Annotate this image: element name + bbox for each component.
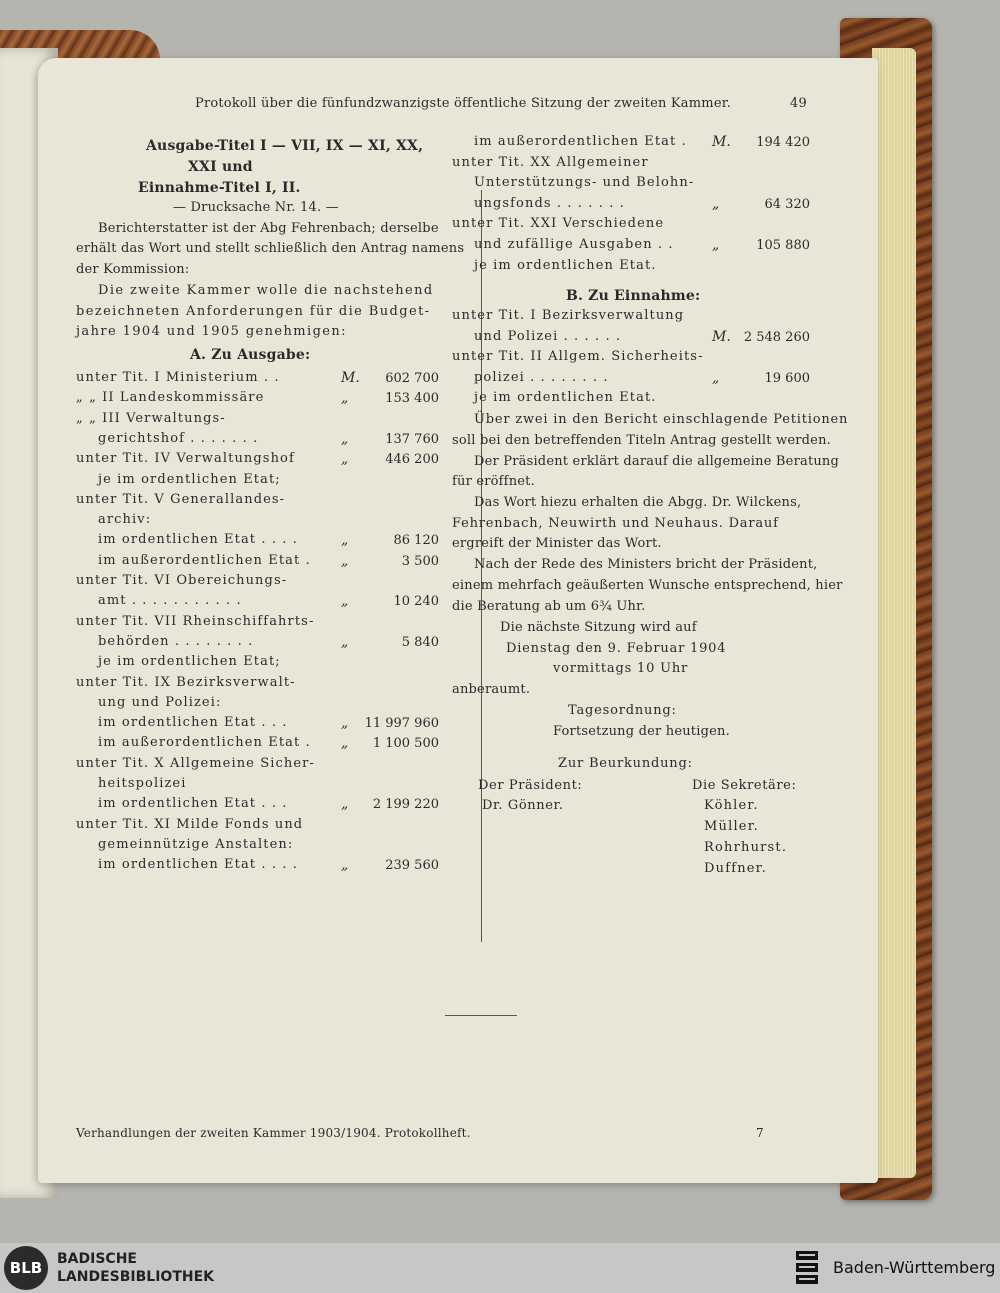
budget-amount: 105 880 (756, 238, 810, 253)
para-line: einem mehrfach geäußerten Wunsche entsprechend, hier (452, 578, 843, 593)
currency-mark: M. (712, 328, 731, 345)
budget-line-text: unter Tit. X Allgemeine Sicher- (76, 755, 315, 771)
budget-amount: 64 320 (764, 196, 810, 212)
budget-amount: 153 400 (385, 391, 439, 407)
currency-mark: „ (712, 237, 720, 253)
budget-line-text: unter Tit. I Ministerium . . (76, 370, 280, 385)
intro-line: Berichterstatter ist der Abg Fehrenbach; derselbe (98, 221, 439, 236)
budget-line-text: unter Tit. IX Bezirksverwalt- (76, 674, 296, 690)
agenda-item: Fortsetzung der heutigen. (553, 724, 730, 739)
budget-line-text: ung und Polizei: (98, 694, 222, 710)
currency-mark: „ (341, 430, 349, 447)
next-session-date: Dienstag den 9. Februar 1904 (506, 641, 727, 656)
budget-line-text: unter Tit. II Allgem. Sicherheits- (452, 349, 704, 365)
budget-line-text: „ „ III Verwaltungs- (76, 410, 226, 426)
budget-amount: 10 240 (393, 594, 439, 610)
para-line: soll bei den betreffenden Titeln Antrag gestellt werden. (452, 433, 831, 448)
para-line: Das Wort hiezu erhalten die Abgg. Dr. Wilckens, (474, 495, 802, 510)
para-line: für eröffnet. (452, 474, 535, 489)
budget-amount: 602 700 (385, 371, 439, 386)
para-line: ergreift der Minister das Wort. (452, 536, 662, 551)
state-name[interactable]: Baden-Württemberg (833, 1258, 996, 1277)
heading-line-3: Einnahme-Titel I, II. (138, 180, 301, 196)
budget-line-text: je im ordentlichen Etat. (474, 390, 657, 406)
currency-mark: „ (341, 715, 349, 732)
next-session: Die nächste Sitzung wird auf (500, 620, 697, 635)
budget-line-text: unter Tit. V Generallandes- (76, 491, 286, 507)
page-edges (872, 48, 916, 1178)
budget-line-text: im ordentlichen Etat . . . . (98, 857, 298, 873)
budget-line-text: unter Tit. IV Verwaltungshof (76, 451, 295, 467)
budget-line-text: archiv: (98, 512, 152, 528)
heading-line-1: Ausgabe-Titel I — VII, IX — XI, XX, (146, 138, 424, 154)
budget-amount: 446 200 (385, 452, 439, 468)
budget-line-text: und Polizei . . . . . . (474, 328, 622, 344)
budget-line-text: ungsfonds . . . . . . . (474, 195, 625, 211)
currency-mark: „ (712, 369, 720, 386)
budget-line-text: im außerordentlichen Etat . (98, 735, 311, 751)
budget-line-text: „ „ II Landeskommissäre (76, 390, 265, 406)
budget-line-text: heitspolizei (98, 776, 187, 791)
budget-line-text: im ordentlichen Etat . . . . (98, 532, 298, 548)
currency-mark: „ (341, 593, 349, 610)
budget-line-text: je im ordentlichen Etat; (98, 654, 281, 670)
next-session-time: vormittags 10 Uhr (553, 661, 689, 676)
budget-line-text: unter Tit. VI Obereichungs- (76, 573, 288, 588)
page-number: 49 (790, 96, 807, 111)
intro-line: der Kommission: (76, 262, 190, 277)
motion-line: Die zweite Kammer wolle die nachstehend (98, 283, 434, 298)
currency-mark: „ (341, 796, 349, 813)
budget-line-text: gemeinnützige Anstalten: (98, 836, 294, 852)
blb-logo[interactable]: BLB (4, 1246, 48, 1290)
budget-amount: 2 199 220 (372, 797, 439, 813)
budget-line-text: unter Tit. I Bezirksverwaltung (452, 308, 685, 323)
budget-line-text: unter Tit. XX Allgemeiner (452, 154, 649, 170)
secretary-name: Duffner. (704, 861, 768, 876)
secretary-name: Rohrhurst. (704, 840, 788, 855)
secretary-name: Müller. (704, 819, 760, 834)
budget-line-text: im ordentlichen Etat . . . (98, 715, 288, 731)
attest-line: Zur Beurkundung: (558, 756, 693, 771)
section-a-heading: A. Zu Ausgabe: (190, 347, 311, 363)
budget-line-text: amt . . . . . . . . . . . (98, 593, 242, 609)
library-name-line-2: LANDESBIBLIOTHEK (57, 1269, 215, 1285)
library-name-line-1: BADISCHE (57, 1251, 137, 1267)
para-line: Der Präsident erklärt darauf die allgemeine Beratung (474, 454, 840, 469)
budget-amount: 3 500 (401, 553, 439, 569)
budget-amount: 137 760 (385, 431, 439, 447)
budget-line-text: gerichtshof . . . . . . . (98, 430, 259, 446)
budget-amount: 86 120 (393, 533, 439, 549)
budget-line-text: im ordentlichen Etat . . . (98, 796, 288, 812)
currency-mark: „ (341, 735, 349, 752)
currency-mark: „ (341, 552, 349, 569)
footnote-rule (445, 1015, 517, 1016)
budget-amount: 2 548 260 (743, 329, 810, 345)
currency-mark: M. (712, 134, 731, 150)
currency-mark: „ (712, 195, 720, 212)
budget-line-text: im außerordentlichen Etat . (98, 552, 311, 568)
para-line: Fehrenbach, Neuwirth und Neuhaus. Darauf (452, 516, 779, 531)
budget-line-text: unter Tit. XI Milde Fonds und (76, 816, 304, 832)
currency-mark: „ (341, 633, 349, 650)
budget-line-text: je im ordentlichen Etat; (98, 471, 281, 487)
para-line: Über zwei in den Bericht einschlagende Petitionen (474, 412, 849, 427)
heading-line-2: XXI und (188, 159, 253, 175)
section-b-heading: B. Zu Einnahme: (566, 288, 701, 304)
running-title: Protokoll über die fünfundzwanzigste öffentliche Sitzung der zweiten Kammer. (195, 96, 732, 111)
budget-line-text: polizei . . . . . . . . (474, 369, 609, 385)
budget-line-text: unter Tit. XXI Verschiedene (452, 216, 665, 232)
next-session-end: anberaumt. (452, 682, 531, 697)
intro-line: erhält das Wort und stellt schließlich den Antrag namens (76, 241, 465, 256)
motion-line: bezeichneten Anforderungen für die Budget- (76, 304, 431, 319)
drucksache-ref: — Drucksache Nr. 14. — (173, 200, 339, 215)
state-lions-icon (793, 1249, 821, 1287)
budget-line-text: behörden . . . . . . . . (98, 633, 254, 649)
para-line: die Beratung ab um 6¾ Uhr. (452, 599, 646, 614)
para-line: Nach der Rede des Ministers bricht der Präsident, (474, 557, 818, 572)
budget-amount: 11 997 960 (364, 716, 439, 732)
budget-amount: 194 420 (756, 135, 810, 150)
president-label: Der Präsident: (478, 778, 583, 793)
secretaries-label: Die Sekretäre: (692, 778, 797, 793)
footer-title: Verhandlungen der zweiten Kammer 1903/1904. Protokollheft. (76, 1126, 471, 1140)
footer-sheet-number: 7 (756, 1126, 764, 1140)
budget-line-text: unter Tit. VII Rheinschiffahrts- (76, 613, 315, 629)
budget-line-text: im außerordentlichen Etat . (474, 134, 687, 149)
budget-amount: 19 600 (764, 370, 810, 386)
president-name: Dr. Gönner. (482, 798, 564, 813)
motion-line: jahre 1904 und 1905 genehmigen: (76, 324, 347, 339)
currency-mark: „ (341, 857, 349, 874)
currency-mark: „ (341, 532, 349, 549)
book-page (38, 58, 878, 1183)
currency-mark: M. (341, 370, 360, 386)
currency-mark: „ (341, 390, 349, 407)
budget-amount: 239 560 (385, 858, 439, 874)
budget-amount: 5 840 (401, 634, 439, 650)
agenda-title: Tagesordnung: (568, 703, 677, 718)
budget-amount: 1 100 500 (372, 736, 439, 752)
budget-line-text: und zufällige Ausgaben . . (474, 237, 674, 252)
budget-line-text: je im ordentlichen Etat. (474, 257, 657, 273)
secretary-name: Köhler. (704, 798, 759, 813)
currency-mark: „ (341, 451, 349, 468)
budget-line-text: Unterstützungs- und Belohn- (474, 175, 695, 191)
